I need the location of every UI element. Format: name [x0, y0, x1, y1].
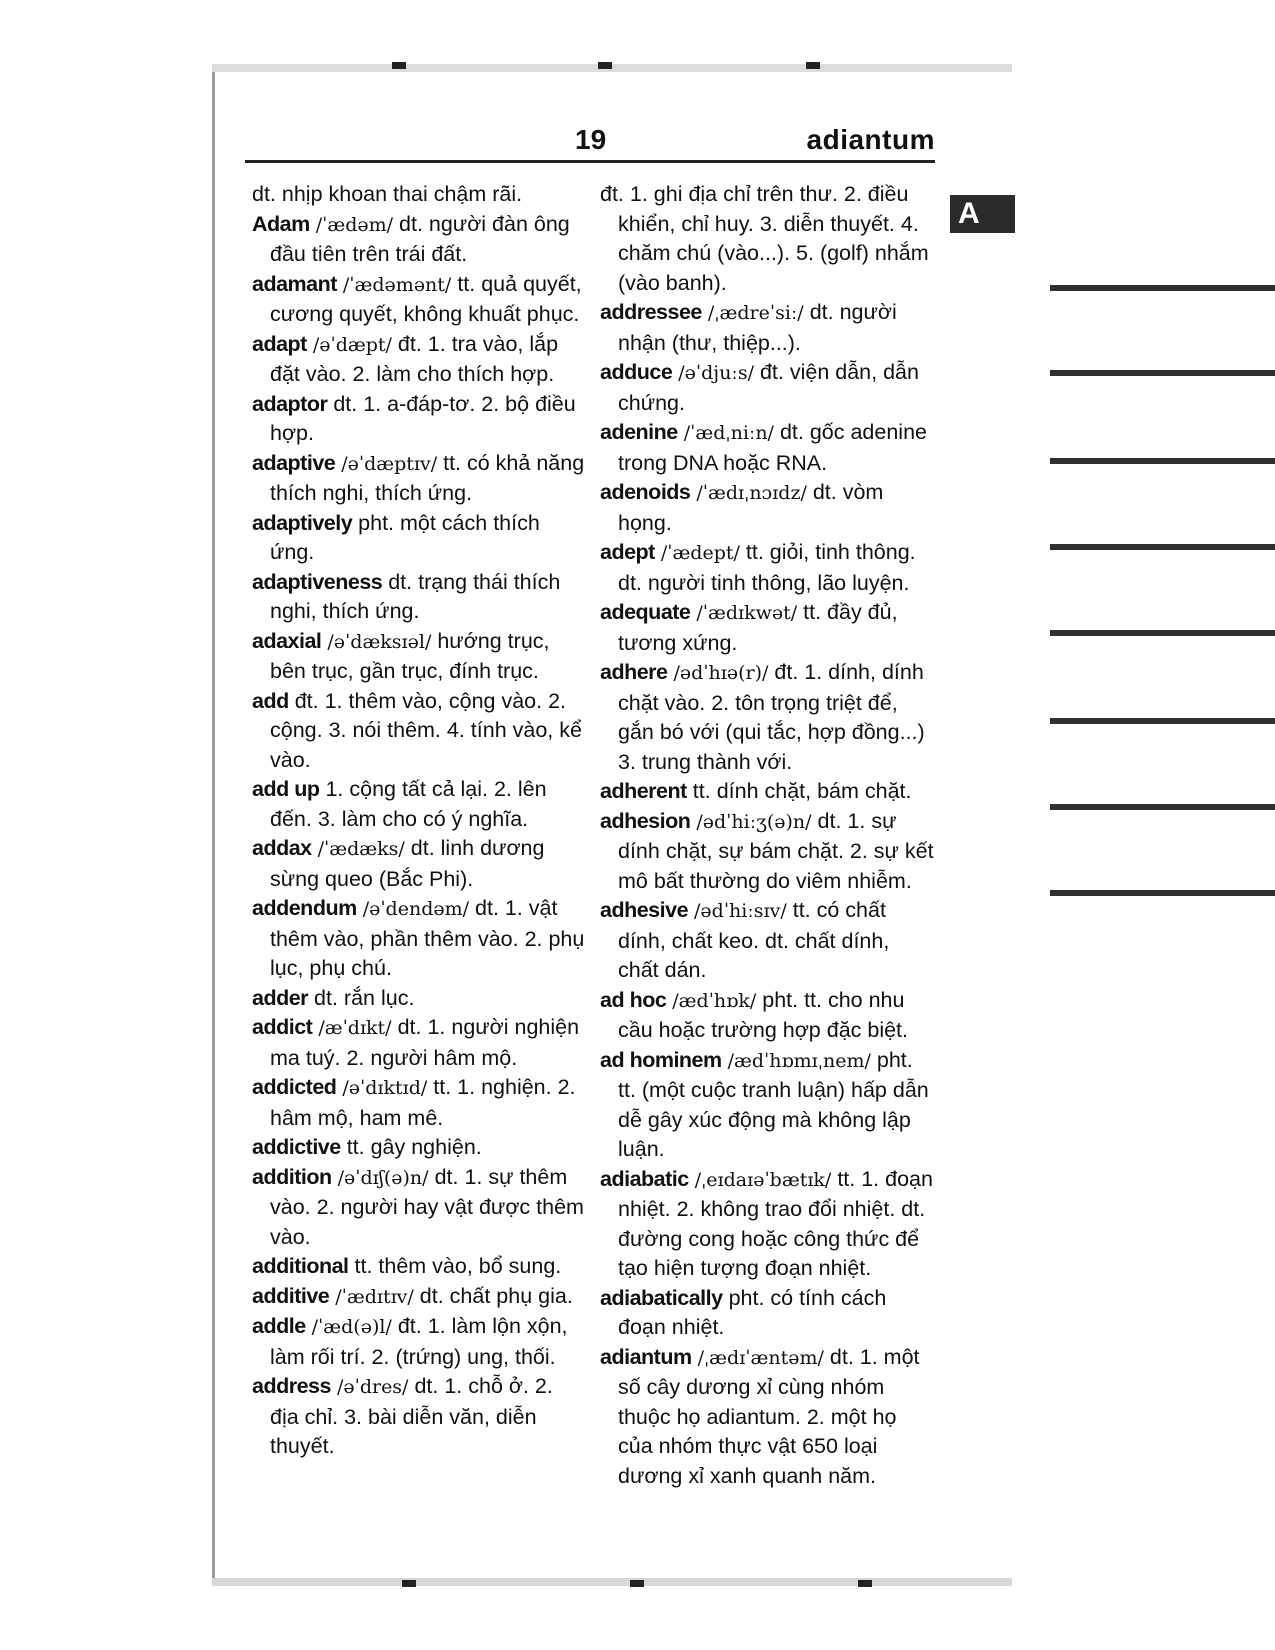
dictionary-entry — [252, 449, 587, 509]
dictionary-entry — [600, 538, 935, 598]
dictionary-entry — [600, 1165, 935, 1284]
dictionary-entry — [252, 180, 587, 210]
definition: dt. vòm họng. — [618, 480, 884, 535]
headword: address — [252, 1374, 331, 1398]
definition: tt. 1. nghiện. 2. hâm mộ, ham mê. — [270, 1075, 576, 1130]
headword: adaxial — [252, 628, 322, 653]
headword: addendum — [252, 896, 357, 920]
dictionary-entry — [252, 330, 587, 390]
dictionary-entry — [252, 1163, 587, 1253]
dictionary-entry — [252, 270, 587, 330]
dictionary-entry — [600, 986, 935, 1046]
pronunciation: /əˈdendəm/ — [362, 898, 470, 920]
definition: dt. linh dương sừng queo (Bắc Phi). — [270, 836, 545, 891]
headword: adequate — [600, 600, 691, 624]
headword: adiantum — [600, 1344, 692, 1369]
headword: addictive — [252, 1135, 341, 1159]
pronunciation: /ˈædæks/ — [317, 838, 405, 860]
dictionary-entry — [252, 390, 587, 449]
dictionary-entry — [600, 478, 935, 538]
dictionary-entry — [600, 1046, 935, 1165]
headword: adherent — [600, 779, 687, 803]
definition: đt. viện dẫn, dẫn chứng. — [618, 360, 919, 415]
dictionary-entry — [600, 1284, 935, 1343]
definition: pht. một cách thích ứng. — [270, 510, 540, 564]
pronunciation: /əˈdjuːs/ — [678, 362, 754, 384]
headword: addict — [252, 1015, 313, 1039]
definition: pht. tt. cho nhu cầu hoặc trường hợp đặc biệt. — [618, 987, 909, 1042]
headword: adhesive — [600, 898, 689, 922]
dictionary-entry — [600, 1343, 935, 1492]
headword: Adam — [252, 211, 310, 236]
definition: dt. chất phụ gia. — [419, 1283, 573, 1308]
definition: dt. 1. một số cây dương xỉ cùng nhóm thuộc họ adiantum. 2. một họ của nhóm thực vật 650 loại dương xỉ xanh quanh năm. — [618, 1344, 920, 1488]
dictionary-entry — [252, 1013, 587, 1073]
dictionary-entry — [252, 627, 587, 687]
definition: tt. thêm vào, bổ sung. — [354, 1254, 562, 1278]
definition: dt. nhịp khoan thai chậm rãi. — [252, 182, 523, 206]
pronunciation: /æˈdɪkt/ — [318, 1017, 392, 1039]
dictionary-entry — [600, 418, 935, 478]
definition: đt. 1. thêm vào, cộng vào. 2. cộng. 3. nói thêm. 4. tính vào, kể vào. — [270, 688, 582, 772]
headword: adaptiveness — [252, 569, 383, 594]
headword: adaptor — [252, 391, 328, 416]
definition: hướng trục, bên trục, gần trục, đính trục. — [270, 628, 550, 683]
binding-mark — [402, 1580, 416, 1587]
dictionary-entry — [252, 1073, 587, 1133]
definition: đt. 1. dính, dính chặt vào. 2. tôn trọng triệt để, gắn bó với (qui tắc, hợp đồng...) 3. trung thành với. — [618, 660, 925, 774]
dictionary-entry — [252, 1372, 587, 1462]
headword: adhere — [600, 660, 668, 684]
definition: tt. đầy đủ, tương xứng. — [618, 600, 898, 655]
headword: addition — [252, 1164, 332, 1189]
pronunciation: /ˈædɪtɪv/ — [335, 1285, 414, 1308]
binding-mark — [598, 62, 612, 69]
headword: adiabatic — [600, 1166, 689, 1191]
pronunciation: /əˈdæptɪv/ — [341, 452, 438, 475]
headword: additive — [252, 1283, 330, 1308]
background-stripe — [1050, 718, 1275, 724]
dictionary-entry — [600, 358, 935, 418]
pronunciation: /ədˈhiːsɪv/ — [694, 900, 787, 922]
headword: add — [252, 688, 289, 713]
pronunciation: /ədˈhiːʒ(ə)n/ — [696, 810, 812, 833]
pronunciation: /ˈædˌniːn/ — [683, 422, 774, 444]
definition: dt. người nhận (thư, thiệp...). — [618, 300, 897, 355]
pronunciation: /ˈædəm/ — [315, 213, 394, 236]
definition: tt. dính chặt, bám chặt. — [692, 779, 912, 803]
background-stripe — [1050, 370, 1275, 376]
definition: đt. 1. tra vào, lắp đặt vào. 2. làm cho thích hợp. — [270, 331, 559, 386]
dictionary-entry — [252, 834, 587, 894]
definition: tt. quả quyết, cương quyết, không khuất phục. — [270, 271, 582, 326]
headword: adduce — [600, 360, 673, 384]
dictionary-entry — [252, 1133, 587, 1163]
pronunciation: /ædˈhɒk/ — [672, 989, 757, 1012]
left-column — [252, 180, 587, 1462]
headword: adenine — [600, 420, 678, 444]
definition: 1. cộng tất cả lại. 2. lên đến. 3. làm cho có ý nghĩa. — [270, 777, 547, 831]
definition: tt. gây nghiện. — [346, 1135, 482, 1159]
pronunciation: /ˌædreˈsiː/ — [707, 302, 804, 324]
definition: dt. người đàn ông đầu tiên trên trái đất. — [270, 211, 570, 266]
headword: adhesion — [600, 808, 691, 833]
definition: tt. có chất dính, chất keo. dt. chất dính, chất dán. — [618, 898, 890, 982]
definition: dt. 1. a-đáp-tơ. 2. bộ điều hợp. — [270, 391, 576, 445]
headword: adiabatically — [600, 1285, 723, 1310]
definition: pht. có tính cách đoạn nhiệt. — [618, 1285, 887, 1339]
background-stripe — [1050, 804, 1275, 810]
binding-mark — [630, 1580, 644, 1587]
headword: adaptively — [252, 510, 353, 535]
pronunciation: /əˈdres/ — [336, 1376, 409, 1398]
definition: đt. 1. làm lộn xộn, làm rối trí. 2. (trứng) ung, thối. — [270, 1314, 568, 1369]
definition: dt. 1. sự thêm vào. 2. người hay vật được thêm vào. — [270, 1164, 584, 1249]
headword: additional — [252, 1254, 349, 1278]
background-stripe — [1050, 544, 1275, 550]
headword: adept — [600, 540, 655, 564]
pronunciation: /ˈædəmənt/ — [342, 273, 452, 296]
background-stripe — [1050, 458, 1275, 464]
dictionary-entry — [600, 777, 935, 807]
dictionary-entry — [252, 1282, 587, 1313]
pronunciation: /əˈdæksɪəl/ — [327, 630, 432, 653]
guide-word: adiantum — [806, 124, 935, 155]
page-number: 19 — [575, 124, 607, 155]
page-bottom-edge — [212, 1578, 1012, 1586]
headword: adaptive — [252, 450, 336, 475]
headword: addle — [252, 1314, 306, 1338]
pronunciation: /ædˈhɒmɪˌnem/ — [727, 1049, 871, 1072]
pronunciation: /ˌædɪˈæntəm/ — [697, 1346, 824, 1369]
binding-mark — [858, 1580, 872, 1587]
headword: addax — [252, 836, 312, 860]
dictionary-entry — [252, 1312, 587, 1372]
background-stripe — [1050, 890, 1275, 896]
binding-mark — [392, 62, 406, 69]
headword: ad hominem — [600, 1047, 722, 1072]
dictionary-entry — [252, 984, 587, 1014]
definition: đt. 1. ghi địa chỉ trên thư. 2. điều khiển, chỉ huy. 3. diễn thuyết. 4. chăm chú (vào...). 5. (golf) nhắm (vào banh). — [600, 182, 929, 295]
definition: dt. trạng thái thích nghi, thích ứng. — [270, 569, 561, 623]
definition: dt. 1. chỗ ở. 2. địa chỉ. 3. bài diễn văn, diễn thuyết. — [270, 1374, 553, 1458]
definition: dt. 1. vật thêm vào, phần thêm vào. 2. phụ lục, phụ chú. — [270, 896, 585, 980]
dictionary-entry — [252, 775, 587, 834]
definition: tt. có khả năng thích nghi, thích ứng. — [270, 450, 585, 505]
right-column — [600, 180, 935, 1491]
dictionary-entry — [252, 509, 587, 568]
headword: adder — [252, 985, 309, 1010]
headword: ad hoc — [600, 987, 667, 1012]
headword: adapt — [252, 331, 307, 356]
dictionary-entry — [600, 598, 935, 658]
dictionary-entry — [600, 180, 935, 298]
headword: adamant — [252, 271, 337, 296]
definition: dt. rắn lục. — [314, 985, 415, 1010]
headword: add up — [252, 777, 320, 801]
dictionary-entry — [252, 687, 587, 776]
dictionary-entry — [600, 298, 935, 358]
dictionary-entry — [252, 210, 587, 270]
definition: dt. 1. người nghiện ma tuý. 2. người hâm mộ. — [270, 1015, 580, 1070]
headword: adenoids — [600, 480, 691, 504]
definition: tt. giỏi, tinh thông. dt. người tinh thông, lão luyện. — [618, 540, 916, 595]
thumb-index-tab: A — [950, 195, 1015, 233]
pronunciation: /ˈædɪˌnɔɪdz/ — [696, 482, 807, 504]
binding-mark — [806, 62, 820, 69]
pronunciation: /ədˈhɪə(r)/ — [673, 662, 769, 684]
dictionary-entry — [252, 1252, 587, 1282]
dictionary-entry — [600, 896, 935, 986]
definition: pht. tt. (một cuộc tranh luận) hấp dẫn dễ gây xúc động mà không lập luận. — [618, 1047, 929, 1161]
dictionary-entry — [252, 568, 587, 627]
page-header — [245, 118, 935, 163]
dictionary-entry — [600, 807, 935, 897]
background-stripe — [1050, 285, 1275, 291]
definition: dt. 1. sự dính chặt, sự bám chặt. 2. sự kết mô bất thường do viêm nhiễm. — [618, 808, 934, 893]
dictionary-entry — [252, 894, 587, 984]
headword: addressee — [600, 300, 702, 324]
background-stripe — [1050, 630, 1275, 636]
pronunciation: /ˌeɪdaɪəˈbætɪk/ — [694, 1168, 832, 1191]
dictionary-entry — [600, 658, 935, 777]
pronunciation: /ˈædɪkwət/ — [696, 602, 798, 624]
pronunciation: /ˈædept/ — [660, 542, 740, 564]
definition: dt. gốc adenine trong DNA hoặc RNA. — [618, 420, 927, 475]
pronunciation: /əˈdɪʃ(ə)n/ — [337, 1166, 429, 1189]
headword: addicted — [252, 1075, 337, 1099]
pronunciation: /əˈdɪktɪd/ — [342, 1077, 428, 1099]
definition: tt. 1. đoạn nhiệt. 2. không trao đổi nhiệt. dt. đường cong hoặc công thức để tạo hiện tượng đoạn nhiệt. — [618, 1166, 933, 1280]
pronunciation: /əˈdæpt/ — [312, 333, 392, 356]
pronunciation: /ˈæd(ə)l/ — [311, 1316, 392, 1338]
